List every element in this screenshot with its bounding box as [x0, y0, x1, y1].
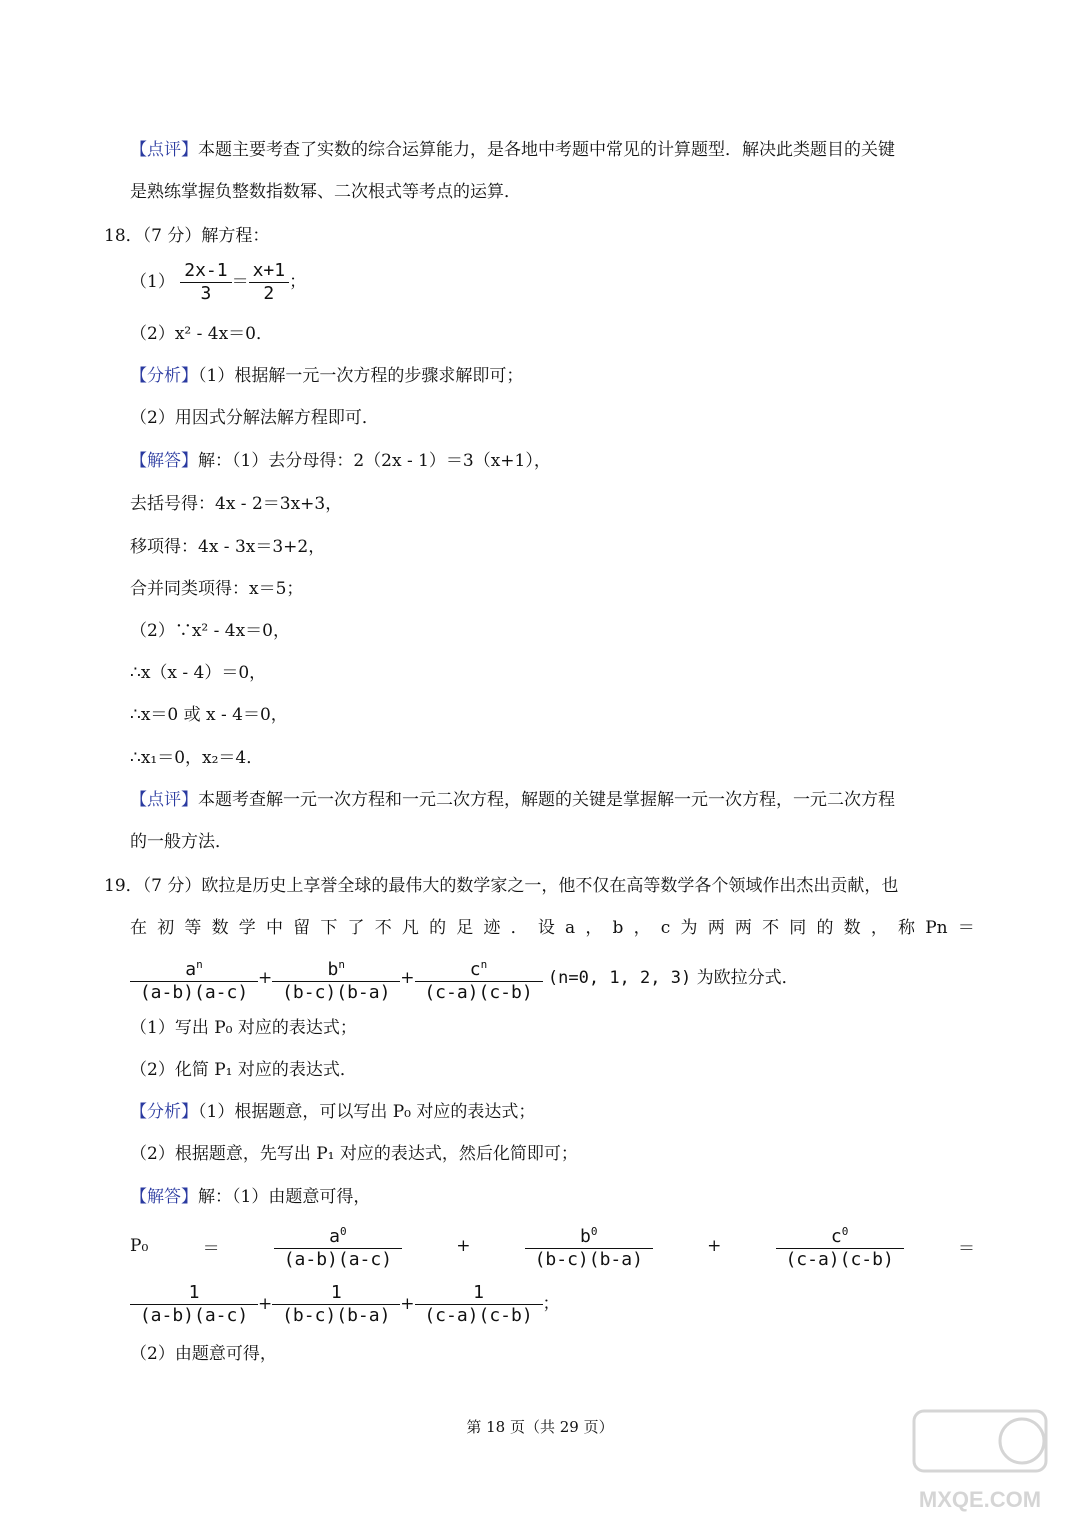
- q18-heading: 18．（7 分）解方程：: [104, 226, 270, 246]
- q19-line2-word: 中: [265, 918, 283, 938]
- q19-line2-word: 不: [762, 918, 780, 938]
- q19-line2-word: 凡: [401, 918, 419, 938]
- q18-review-1: 【点评】本题考查解一元一次方程和一元二次方程，解题的关键是掌握解一元一次方程，一元二次方程: [130, 790, 895, 810]
- q19-line2-word: ，: [633, 918, 651, 938]
- q19-line2-word: b: [612, 918, 624, 938]
- q19-analysis-1: 【分析】（1）根据题意，可以写出 P₀ 对应的表达式；: [130, 1102, 536, 1122]
- q18-step-4: （2）∵x² - 4x＝0，: [130, 621, 290, 641]
- watermark-logo: [910, 1407, 1050, 1517]
- q19-line2-word: 称: [898, 918, 915, 938]
- q19-line2-word: 学: [238, 918, 256, 938]
- q19-line2-word: a: [565, 918, 576, 938]
- q19-line2-word: 迹: [483, 918, 501, 938]
- q19-line2-word: ＝: [957, 918, 975, 938]
- review-line-1: [130, 138, 895, 162]
- q19-analysis-2: （2）根据题意，先写出 P₁ 对应的表达式，然后化简即可；: [130, 1144, 578, 1164]
- q19-line2-word: 足: [456, 918, 474, 938]
- q19-euler-fraction-definition: $\frac{a^n}{(a-b)(a-c)}$ + $\frac{b^n}{(b-c)(b-a)}$ + $\frac{c^n}{(c-a)(c-b)}$ (n=0, 1, 2, 3) 为欧拉分式．: [130, 952, 799, 1004]
- q19-line2-word: 等: [184, 918, 202, 938]
- q18-step-2: 移项得：4x - 3x＝3+2，: [130, 537, 326, 557]
- q19-line2-word: 数: [843, 918, 861, 938]
- q19-line2-word: 的: [429, 918, 447, 938]
- q19-line2-word: 设: [537, 918, 555, 938]
- q18-part2: （2）x² - 4x＝0．: [130, 324, 273, 344]
- q18-review-2: 的一般方法．: [130, 832, 232, 852]
- q18-part1: （1） $\frac{2x-1}{3}$ ＝ $\frac{x+1}{2}$ ；: [130, 260, 307, 304]
- q18-answer-1: 【解答】解：（1）去分母得：2（2x - 1）＝3（x+1），: [130, 451, 551, 471]
- q19-answer-1: 【解答】解：（1）由题意可得，: [130, 1187, 371, 1207]
- q19-line2-word: 数: [211, 918, 229, 938]
- q19-line2-word: Pn: [925, 918, 948, 938]
- q19-line2-word: 在: [130, 918, 147, 938]
- q19-line2-word: c: [660, 918, 671, 938]
- q19-line2-word: ，: [585, 918, 603, 938]
- q19-line2-word: ，: [870, 918, 888, 938]
- q19-answer-2: （2）由题意可得，: [130, 1344, 277, 1364]
- q19-line2-word: 两: [707, 918, 725, 938]
- q19-line2-word: 两: [734, 918, 752, 938]
- q19-line2-word: 初: [157, 918, 175, 938]
- q19-line2-word: 为: [680, 918, 698, 938]
- p0-expression-row: P₀ ＝ $\frac{a^0}{(a-b)(a-c)}$ + $\frac{b^0}{(b-c)(b-a)}$ + $\frac{c^0}{(c-a)(c-b)}$ ＝: [130, 1225, 975, 1270]
- q18-step-5: ∴x（x - 4）＝0，: [130, 663, 267, 683]
- q18-analysis-2: （2）用因式分解法解方程即可．: [130, 408, 379, 428]
- q18-right-fraction: $\frac{x+1}{2}$: [249, 260, 290, 305]
- review-text: 本题主要考查了实数的综合运算能力，是各地中考题中常见的计算题型．解决此类题目的关键: [198, 140, 895, 160]
- q18-step-6: ∴x＝0 或 x - 4＝0，: [130, 705, 288, 725]
- q19-part2: （2）化简 P₁ 对应的表达式．: [130, 1060, 357, 1080]
- review-line-2: 是熟练掌握负整数指数幂、二次根式等考点的运算．: [130, 182, 521, 202]
- q19-line-2: [130, 916, 975, 940]
- review-tag: 【点评】: [130, 140, 198, 160]
- q19-line2-word: 留: [293, 918, 311, 938]
- q18-left-fraction: $\frac{2x-1}{3}$: [180, 260, 231, 305]
- q18-step-1: 去括号得：4x - 2＝3x+3，: [130, 494, 343, 514]
- euler-fraction-a: $\frac{a^n}{(a-b)(a-c)}$: [130, 954, 258, 1004]
- q19-line2-word: 下: [320, 918, 338, 938]
- euler-fraction-c: $\frac{c^n}{(c-a)(c-b)}$: [415, 954, 543, 1004]
- q19-part1: （1）写出 P₀ 对应的表达式；: [130, 1018, 357, 1038]
- q19-line2-word: ．: [510, 918, 528, 938]
- p0-simplified-row: $\frac{1}{(a-b)(a-c)}$ + $\frac{1}{(b-c)(b-a)}$ + $\frac{1}{(c-a)(c-b)}$ ；: [130, 1278, 560, 1330]
- q19-line2-word: 同: [789, 918, 807, 938]
- page-footer: 第 18 页（共 29 页）: [466, 1418, 614, 1436]
- euler-fraction-b: $\frac{b^n}{(b-c)(b-a)}$: [272, 954, 400, 1004]
- q19-heading: 19．（7 分）欧拉是历史上享誉全球的最伟大的数学家之一，他不仅在高等数学各个领域作出杰出贡献，也: [104, 876, 899, 896]
- q19-line2-word: 不: [374, 918, 392, 938]
- q19-line2-word: 了: [347, 918, 365, 938]
- q18-step-7: ∴x₁＝0，x₂＝4．: [130, 748, 264, 768]
- q18-step-3: 合并同类项得：x＝5；: [130, 579, 304, 599]
- q18-analysis-1: 【分析】（1）根据解一元一次方程的步骤求解即可；: [130, 366, 524, 386]
- svg-text:MXQE.COM: MXQE.COM: [918, 1487, 1042, 1512]
- q19-line2-word: 的: [816, 918, 834, 938]
